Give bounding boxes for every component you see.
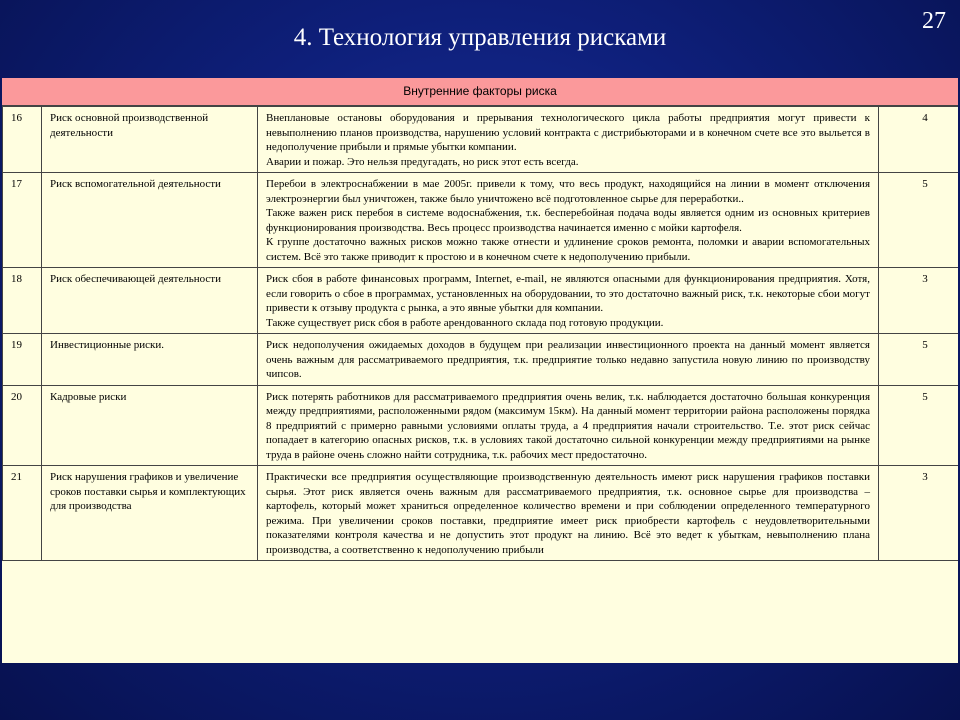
risk-table-body (3, 107, 959, 561)
description-paragraph: Также существует риск сбоя в работе арендованного склада под готовую продукции. (266, 316, 664, 329)
risk-table-container (2, 78, 958, 663)
row-number: 17 (3, 173, 42, 268)
table-row (3, 268, 959, 334)
risk-description (258, 385, 879, 466)
table-row (3, 173, 959, 268)
description-paragraph: Аварии и пожар. Это нельзя предугадать, но риск этот есть всегда. (266, 155, 579, 168)
description-paragraph: Практически все предприятия осуществляющие производственную деятельность имеют риск нарушения графиков поставки сырья. Этот риск является очень важным для рассматриваемого предприятия, т.к. основное сырье для производства – картофель, который может храниться определенное количество времени и при соблюдении определенного температурного режима. При увеличении сроков поставки, предприятие имеет риск приобрести картофель с неудовлетворительными показателями контроля качества и не допустить этот продукт на линию. Всё это ведет к убыткам, невыполнению плана производства, а соответственно к недополучению прибыли (266, 471, 870, 556)
risk-name: Кадровые риски (42, 385, 258, 466)
risk-score: 5 (879, 334, 959, 386)
row-number: 18 (3, 268, 42, 334)
description-paragraph: Также важен риск перебоя в системе водоснабжения, т.к. бесперебойная подача воды является одним из основных критериев функционирования производства. Весь процесс производства начинается именно с мойки картофеля. (266, 207, 870, 234)
risk-description (258, 268, 879, 334)
section-header: Внутренние факторы риска (2, 78, 958, 106)
risk-name: Риск вспомогательной деятельности (42, 173, 258, 268)
risk-score: 4 (879, 107, 959, 173)
risk-score: 5 (879, 173, 959, 268)
description-paragraph: Внеплановые остановы оборудования и прерывания технологического цикла работы предприятия могут привести к невыполнению планов производства, нарушению условий контракта с дистрибьюторами и в конечном счете все это выльется в недополучение прибыли и прямые убытки компании. (266, 112, 870, 153)
risk-table (2, 106, 958, 561)
risk-name: Инвестиционные риски. (42, 334, 258, 386)
risk-score: 3 (879, 466, 959, 561)
table-row (3, 466, 959, 561)
description-paragraph: Риск недополучения ожидаемых доходов в будущем при реализации инвестиционного проекта на данный момент является очень важным для рассматриваемого предприятия, т.к. предприятие только недавно запустила новую линию по производству чипсов. (266, 339, 870, 380)
row-number: 21 (3, 466, 42, 561)
risk-score: 5 (879, 385, 959, 466)
table-row (3, 107, 959, 173)
risk-description (258, 107, 879, 173)
table-row (3, 385, 959, 466)
slide-title: 4. Технология управления рисками (293, 24, 667, 51)
table-row (3, 334, 959, 386)
description-paragraph: К группе достаточно важных рисков можно также отнести и удлинение сроков ремонта, поломки и аварии вспомогательных систем. Всё это также приводит к простою и в конечном счете к недополучению прибыли. (266, 236, 870, 263)
row-number: 19 (3, 334, 42, 386)
description-paragraph: Перебои в электроснабжении в мае 2005г. привели к тому, что весь продукт, находящийся на линии в момент отключения электроэнергии был уничтожен, также было уничтожено всё подготовленное сырье для переработки.. (266, 178, 870, 205)
page-number: 27 (922, 8, 946, 34)
risk-description (258, 466, 879, 561)
risk-name: Риск нарушения графиков и увеличение сроков поставки сырья и комплектующих для производства (42, 466, 258, 561)
risk-name: Риск обеспечивающей деятельности (42, 268, 258, 334)
description-paragraph: Риск потерять работников для рассматриваемого предприятия очень велик, т.к. наблюдается достаточно большая конкуренция между предприятиями, расположенными рядом (максимум 15км). На данный момент территории района расположены порядка 8 предприятий с примерно равными условиями оплаты труда, а 4 предприятия начали строительство. Т.е. этот риск сейчас попадает в категорию опасных рисков, т.к. в условиях такой достаточно сильной конкуренции между предприятиями на рынке труда в районе очень сложно найти сотрудника, т.к. рабочих мест предостаточно. (266, 390, 870, 461)
row-number: 20 (3, 385, 42, 466)
risk-name: Риск основной производственной деятельности (42, 107, 258, 173)
risk-description (258, 173, 879, 268)
risk-score: 3 (879, 268, 959, 334)
description-paragraph: Риск сбоя в работе финансовых программ, Internet, e-mail, не являются опасными для функционирования предприятия. Хотя, если говорить о сбое в программах, установленных на оборудовании, то это достаточно важный риск, т.к. некоторые сбои могут привести к отзыву продукта с рынка, а это явные убытки для компании. (266, 273, 870, 314)
row-number: 16 (3, 107, 42, 173)
risk-description (258, 334, 879, 386)
